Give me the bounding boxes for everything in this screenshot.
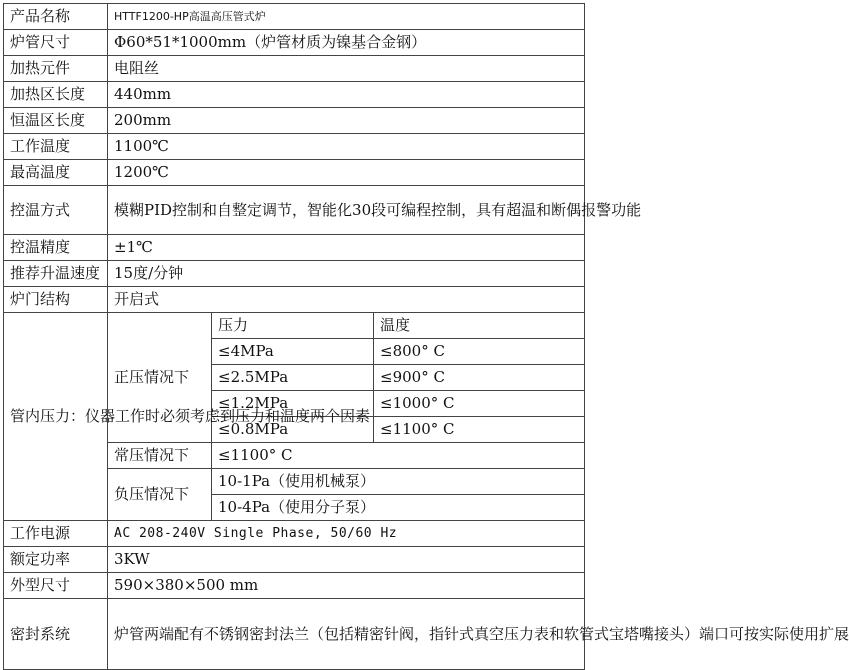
row-value-temp-accuracy: ±1℃ — [108, 235, 585, 261]
row-value-power-supply: AC 208-240V Single Phase, 50/60 Hz — [108, 521, 585, 547]
pressure-label: 管内压力：仪器工作时必须考虑到压力和温度两个因素 — [4, 313, 108, 521]
temperature-cell: ≤900° C — [374, 365, 585, 391]
table-row — [4, 261, 585, 287]
table-row — [4, 160, 585, 186]
row-label-tube-size: 炉管尺寸 — [4, 30, 108, 56]
table-row — [4, 134, 585, 160]
negative-pressure-value: 10-4Pa（使用分子泵） — [212, 495, 585, 521]
row-label-temp-control-mode: 控温方式 — [4, 186, 108, 235]
row-label-working-temp: 工作温度 — [4, 134, 108, 160]
table-row — [4, 4, 585, 30]
table-row — [4, 186, 585, 235]
row-value-door-structure: 开启式 — [108, 287, 585, 313]
table-row — [4, 235, 585, 261]
pressure-header: 压力 — [212, 313, 374, 339]
row-value-temp-control-mode: 模糊PID控制和自整定调节，智能化30段可编程控制，具有超温和断偶报警功能 — [108, 186, 585, 235]
row-value-max-temp: 1200℃ — [108, 160, 585, 186]
normal-pressure-value: ≤1100° C — [212, 443, 585, 469]
row-value-heating-zone-length: 440mm — [108, 82, 585, 108]
row-label-temp-accuracy: 控温精度 — [4, 235, 108, 261]
table-row — [4, 599, 585, 670]
row-label-door-structure: 炉门结构 — [4, 287, 108, 313]
row-value-tube-size: Φ60*51*1000mm（炉管材质为镍基合金钢） — [108, 30, 585, 56]
table-row — [4, 108, 585, 134]
temperature-cell: ≤1000° C — [374, 391, 585, 417]
table-row — [4, 521, 585, 547]
row-label-heating-zone-length: 加热区长度 — [4, 82, 108, 108]
row-label-sealing-system: 密封系统 — [4, 599, 108, 670]
row-value-heating-rate: 15度/分钟 — [108, 261, 585, 287]
table-row — [4, 82, 585, 108]
positive-pressure-label: 正压情况下 — [108, 313, 212, 443]
row-value-sealing-system: 炉管两端配有不锈钢密封法兰（包括精密针阀，指针式真空压力表和软管式宝塔嘴接头）端口可按实际使用扩展 — [108, 599, 585, 670]
row-label-max-temp: 最高温度 — [4, 160, 108, 186]
table-row — [4, 30, 585, 56]
pressure-cell: ≤1.2MPa — [212, 391, 374, 417]
pressure-cell: ≤4MPa — [212, 339, 374, 365]
negative-pressure-value: 10-1Pa（使用机械泵） — [212, 469, 585, 495]
row-value-constant-temp-zone: 200mm — [108, 108, 585, 134]
row-value-dimensions: 590×380×500 mm — [108, 573, 585, 599]
row-label-power-supply: 工作电源 — [4, 521, 108, 547]
table-row — [4, 573, 585, 599]
row-label-heating-rate: 推荐升温速度 — [4, 261, 108, 287]
row-label-heating-element: 加热元件 — [4, 56, 108, 82]
table-row — [4, 56, 585, 82]
table-row — [4, 313, 585, 339]
row-value-heating-element: 电阻丝 — [108, 56, 585, 82]
row-value-working-temp: 1100℃ — [108, 134, 585, 160]
negative-pressure-label: 负压情况下 — [108, 469, 212, 521]
normal-pressure-label: 常压情况下 — [108, 443, 212, 469]
row-label-constant-temp-zone: 恒温区长度 — [4, 108, 108, 134]
row-label-rated-power: 额定功率 — [4, 547, 108, 573]
temperature-header: 温度 — [374, 313, 585, 339]
spec-table — [3, 3, 849, 670]
row-value-rated-power: 3KW — [108, 547, 585, 573]
table-row — [4, 547, 585, 573]
pressure-cell: ≤0.8MPa — [212, 417, 374, 443]
temperature-cell: ≤1100° C — [374, 417, 585, 443]
temperature-cell: ≤800° C — [374, 339, 585, 365]
row-value-product-name: HTTF1200-HP高温高压管式炉 — [108, 4, 585, 30]
pressure-cell: ≤2.5MPa — [212, 365, 374, 391]
row-label-dimensions: 外型尺寸 — [4, 573, 108, 599]
row-label-product-name: 产品名称 — [4, 4, 108, 30]
table-row — [4, 287, 585, 313]
